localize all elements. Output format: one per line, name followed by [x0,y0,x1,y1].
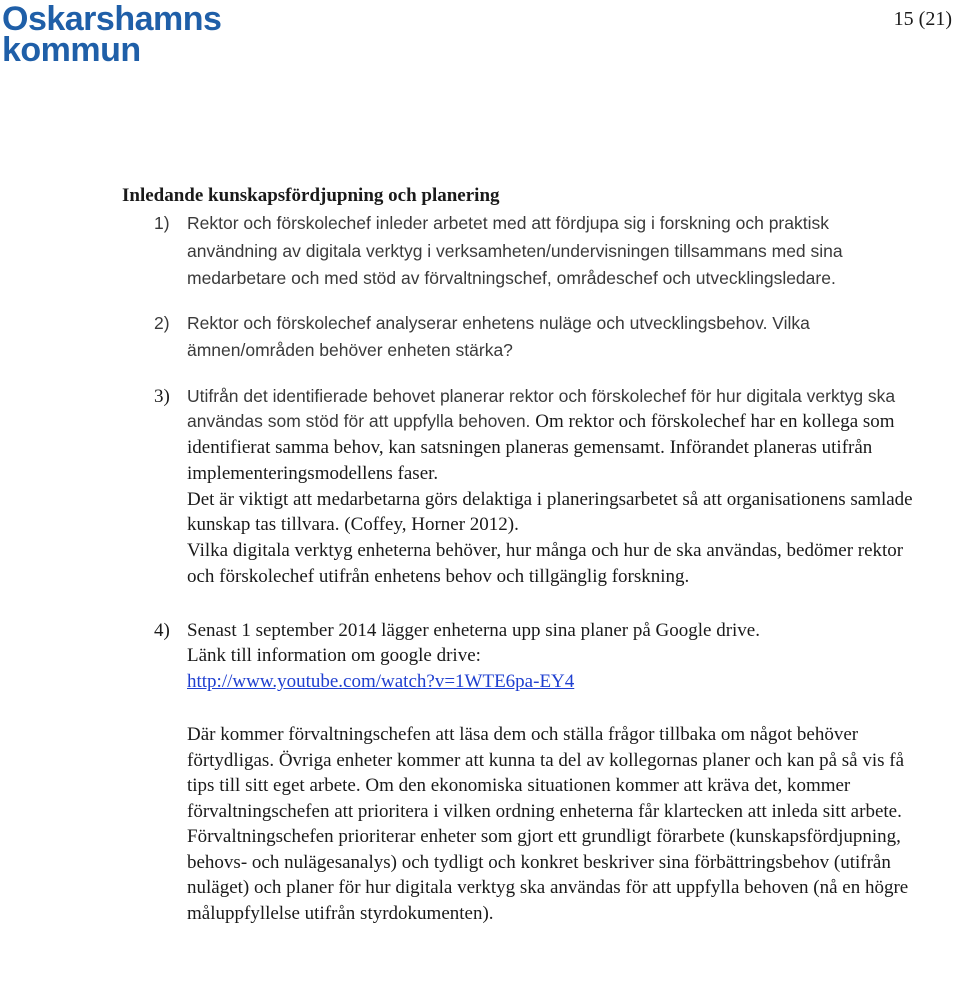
list-item-4 [122,618,922,695]
list-text: Senast 1 september 2014 lägger enheterna upp sina planer på Google drive. [187,619,760,641]
municipality-logo [2,0,222,69]
list-number: 4) [154,619,170,641]
list-number: 1) [154,213,170,233]
list-number: 2) [154,312,170,333]
section-heading: Inledande kunskapsfördjupning och planering [122,185,500,206]
page-number: 15 (21) [893,8,952,30]
google-drive-link[interactable]: http://www.youtube.com/watch?v=1WTE6pa-EY4 [187,670,575,692]
list-item-3 [122,384,922,590]
list-text: Det är viktigt att medarbetarna görs delaktiga i planeringsarbetet så att organisationens samlade kunskap tas tillvara. (Coffey, Horner 2012). [187,488,913,536]
list-text: Rektor och förskolechef inleder arbetet med att fördjupa sig i forskning och praktisk användning av digitala verktyg i verksamheten/undervisningen tillsammans med sina medarbetare och med stöd av förvaltningschef, områdeschef och utvecklingsledare. [187,213,843,288]
document-body [122,182,922,926]
list-text: Införandet planeras utifrån implementeringsmodellens faser. [187,437,873,484]
logo-line1: Oskarshamns [2,0,222,38]
list-text: Vilka digitala verktyg enheterna behöver, hur många och hur de ska användas, bedömer rektor och förskolechef utifrån enhetens behov och tillgänglig forskning. [187,540,904,588]
paragraph: Förvaltningschefen prioriterar enheter som gjort ett grundligt förarbete (kunskapsfördjupning, behovs- och nulägesanalys) och tydligt och konkret beskriver sina förbättringsbehov (utifrån nuläget) och planer för hur digitala verktyg ska användas för att uppfylla behoven (nå en högre måluppfyllelse utifrån styrdokumenten). [187,826,909,924]
list-text: Länk till information om google drive: [187,645,481,667]
closing-text [187,722,922,926]
list-item-2 [122,310,922,365]
list-text: Utifrån det identifierade behovet planerar rektor och förskolechef för hur digitala verktyg ska användas som stöd för att uppfylla behoven. [187,385,896,432]
paragraph: Där kommer förvaltningschefen att läsa dem och ställa frågor tillbaka om något behöver förtydligas. Övriga enheter kommer att kunna ta del av kollegornas planer och kan på så vis få tips till sitt eget arbete. Om den ekonomiska situationen kommer att kräva det, kommer förvaltningschefen att prioritera i vilken ordning enheterna får klartecken att inleda sitt arbete. [187,724,905,822]
logo-line2: kommun [2,31,141,69]
list-item-1 [122,210,922,293]
list-number: 3) [154,385,170,407]
list-text: Rektor och förskolechef analyserar enhetens nuläge och utvecklingsbehov. Vilka ämnen/områden behöver enheten stärka? [187,312,810,360]
list-text: Om rektor och förskolechef har en kollega som identifierat samma behov, kan satsningen planeras gemensamt. [187,411,895,459]
